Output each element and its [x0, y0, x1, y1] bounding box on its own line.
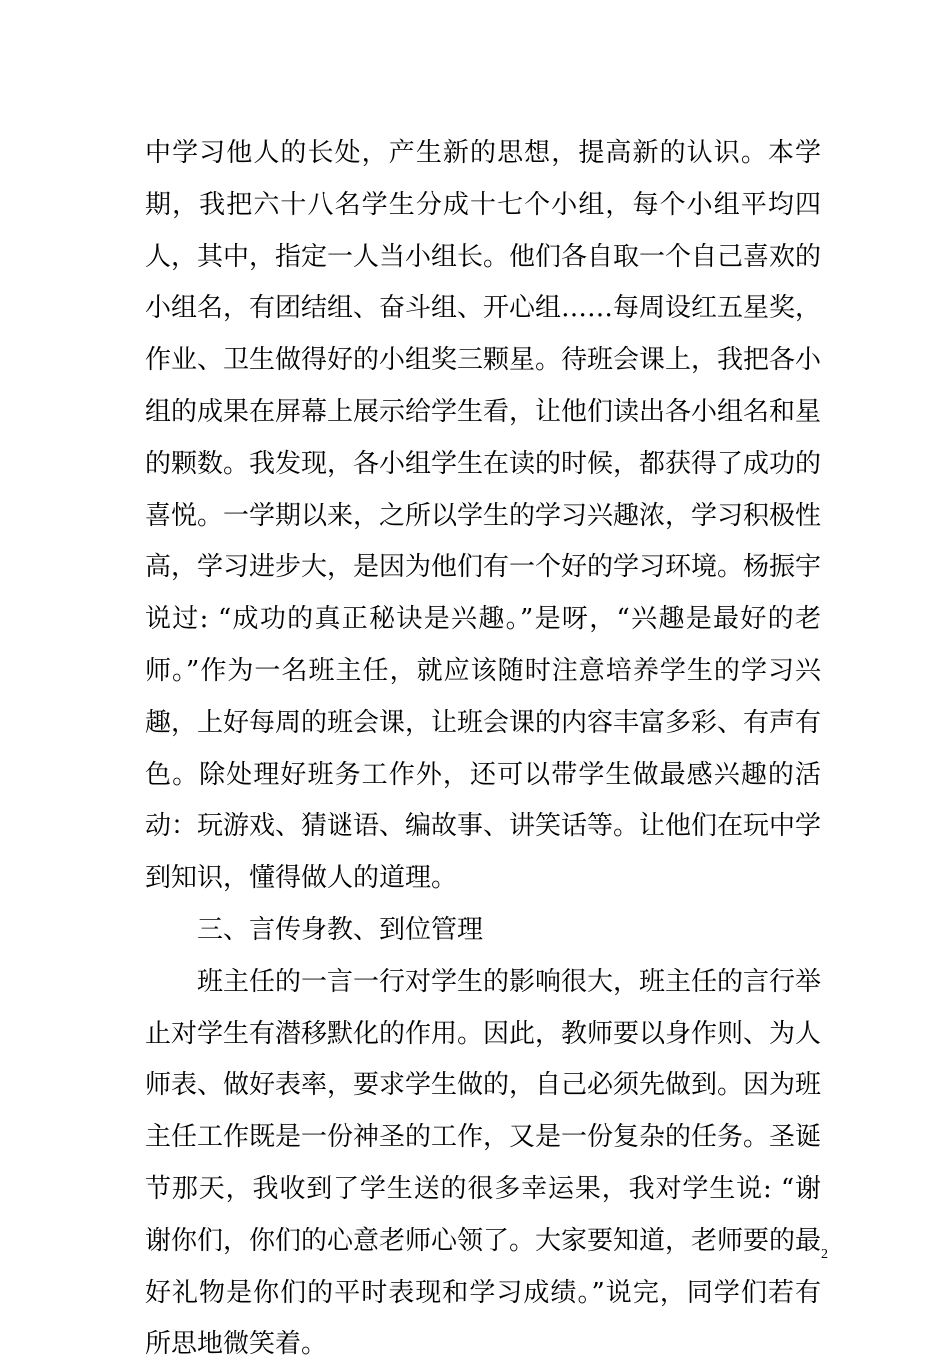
document-body: [145, 128, 821, 1371]
page-number: 2: [821, 1247, 828, 1262]
section-heading: 三、言传身教、到位管理: [197, 914, 484, 945]
paragraph-body: 班主任的一言一行对学生的影响很大，班主任的言行举止对学生有潜移默化的作用。因此，教师要以身作则、为人师表、做好表率，要求学生做的，自己必须先做到。因为班主任工作既是一份神圣的工作，又是一份复杂的任务。圣诞节那天，我收到了学生送的很多幸运果，我对学生说: “谢谢你们，你们的心意老师心领了。大家要知道，老师要的最好礼物是你们的平时表现和学习成绩。”说完，同学们若有所思地微笑着。: [145, 966, 822, 1360]
paragraph-continuation: 中学习他人的长处，产生新的思想，提高新的认识。本学期，我把六十八名学生分成十七个小组，每个小组平均四人，其中，指定一人当小组长。他们各自取一个自己喜欢的小组名，有团结组、奋斗组、开心组……每周设红五星奖，作业、卫生做得好的小组奖三颗星。待班会课上，我把各小组的成果在屏幕上展示给学生看，让他们读出各小组名和星的颗数。我发现，各小组学生在读的时候，都获得了成功的喜悦。一学期以来，之所以学生的学习兴趣浓，学习积极性高，学习进步大，是因为他们有一个好的学习环境。杨振宇说过: “成功的真正秘诀是兴趣。”是呀，“兴趣是最好的老师。”作为一名班主任，就应该随时注意培养学生的学习兴趣，上好每周的班会课，让班会课的内容丰富多彩、有声有色。除处理好班务工作外，还可以带学生做最感兴趣的活动：玩游戏、猜谜语、编故事、讲笑话等。让他们在玩中学到知识，懂得做人的道理。: [145, 138, 822, 894]
